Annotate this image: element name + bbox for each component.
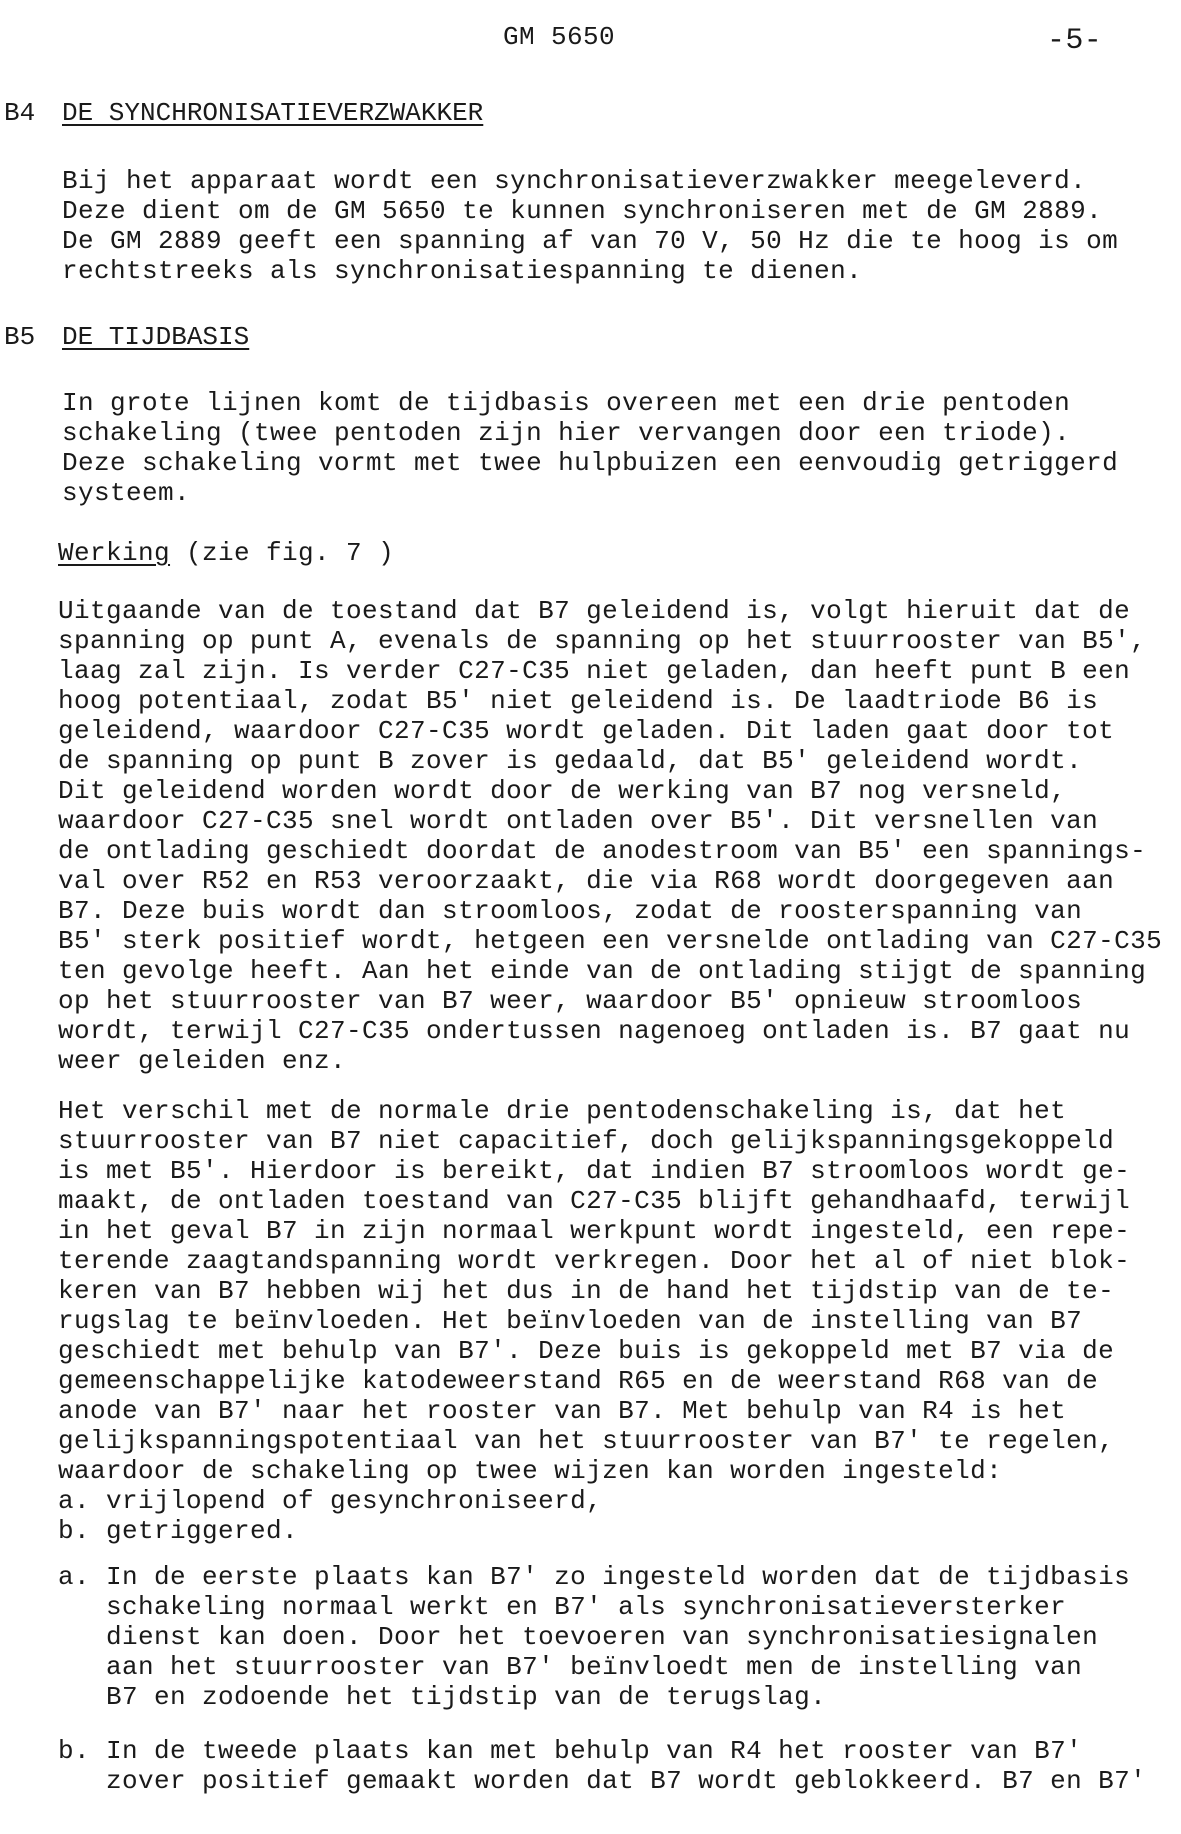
b4-line: Bij het apparaat wordt een synchronisatieverzwakker meegeleverd. xyxy=(62,166,1087,196)
section-b4-title: DE SYNCHRONISATIEVERZWAKKER xyxy=(62,98,484,128)
section-b5-number: B5 xyxy=(4,322,36,352)
item-a-line: B7 en zodoende het tijdstip van de terugslag. xyxy=(58,1682,827,1712)
item-b-line: zover positief gemaakt worden dat B7 wordt geblokkeerd. B7 en B7' xyxy=(58,1766,1147,1796)
paragraph-line: rugslag te beïnvloeden. Het beïnvloeden van de instelling van B7 xyxy=(58,1306,1083,1336)
paragraph-line: wordt, terwijl C27-C35 ondertussen nagenoeg ontladen is. B7 gaat nu xyxy=(58,1016,1131,1046)
b4-line: rechtstreeks als synchronisatiespanning te dienen. xyxy=(62,256,863,286)
werking-heading: Werking xyxy=(58,538,171,568)
paragraph-line: keren van B7 hebben wij het dus in de hand het tijdstip van de te- xyxy=(58,1276,1115,1306)
paragraph-line: stuurrooster van B7 niet capacitief, doch gelijkspanningsgekoppeld xyxy=(58,1126,1115,1156)
werking-heading-row xyxy=(58,538,394,568)
paragraph-line: gelijkspanningspotentiaal van het stuurrooster van B7' te regelen, xyxy=(58,1426,1115,1456)
paragraph-line: Het verschil met de normale drie pentodenschakeling is, dat het xyxy=(58,1096,1067,1126)
paragraph-line: in het geval B7 in zijn normaal werkpunt wordt ingesteld, een repe- xyxy=(58,1216,1131,1246)
paragraph-line: gemeenschappelijke katodeweerstand R65 en de weerstand R68 van de xyxy=(58,1366,1099,1396)
b4-line: Deze dient om de GM 5650 te kunnen synchroniseren met de GM 2889. xyxy=(62,196,1103,226)
b4-line: De GM 2889 geeft een spanning af van 70 V, 50 Hz die te hoog is om xyxy=(62,226,1119,256)
b5-intro-line: Deze schakeling vormt met twee hulpbuizen een eenvoudig getriggerd xyxy=(62,448,1119,478)
item-a-line: aan het stuurrooster van B7' beïnvloedt men de instelling van xyxy=(58,1652,1083,1682)
b5-intro-line: systeem. xyxy=(62,478,191,508)
section-b5-title: DE TIJDBASIS xyxy=(62,322,250,352)
paragraph-line: waardoor de schakeling op twee wijzen kan worden ingesteld: xyxy=(58,1456,1003,1486)
paragraph-line: maakt, de ontladen toestand van C27-C35 blijft gehandhaafd, terwijl xyxy=(58,1186,1131,1216)
paragraph-line: weer geleiden enz. xyxy=(58,1046,347,1076)
list-item: a. vrijlopend of gesynchroniseerd, xyxy=(58,1486,603,1516)
paragraph-line: val over R52 en R53 veroorzaakt, die via R68 wordt doorgegeven aan xyxy=(58,866,1115,896)
paragraph-line: op het stuurrooster van B7 weer, waardoor B5' opnieuw stroomloos xyxy=(58,986,1083,1016)
item-a-line: dienst kan doen. Door het toevoeren van synchronisatiesignalen xyxy=(58,1622,1099,1652)
b5-intro-line: schakeling (twee pentoden zijn hier vervangen door een triode). xyxy=(62,418,1071,448)
paragraph-line: terende zaagtandspanning wordt verkregen. Door het al of niet blok- xyxy=(58,1246,1131,1276)
werking-figure-ref: (zie fig. 7 ) xyxy=(170,538,395,568)
item-a-line: a. In de eerste plaats kan B7' zo ingesteld worden dat de tijdbasis xyxy=(58,1562,1131,1592)
paragraph-line: spanning op punt A, evenals de spanning op het stuurrooster van B5', xyxy=(58,626,1147,656)
paragraph-line: B7. Deze buis wordt dan stroomloos, zodat de roosterspanning van xyxy=(58,896,1083,926)
paragraph-line: de spanning op punt B zover is gedaald, dat B5' geleidend wordt. xyxy=(58,746,1083,776)
paragraph-line: waardoor C27-C35 snel wordt ontladen over B5'. Dit versnellen van xyxy=(58,806,1099,836)
section-b4-number: B4 xyxy=(4,98,36,128)
page-number: -5- xyxy=(1047,24,1103,58)
paragraph-line: B5' sterk positief wordt, hetgeen een versnelde ontlading van C27-C35 xyxy=(58,926,1163,956)
paragraph-line: laag zal zijn. Is verder C27-C35 niet geladen, dan heeft punt B een xyxy=(58,656,1131,686)
paragraph-line: ten gevolge heeft. Aan het einde van de ontlading stijgt de spanning xyxy=(58,956,1147,986)
paragraph-line: Uitgaande van de toestand dat B7 geleidend is, volgt hieruit dat de xyxy=(58,596,1131,626)
paragraph-line: de ontlading geschiedt doordat de anodestroom van B5' een spannings- xyxy=(58,836,1147,866)
list-item: b. getriggered. xyxy=(58,1516,299,1546)
paragraph-line: Dit geleidend worden wordt door de werking van B7 nog versneld, xyxy=(58,776,1067,806)
item-b-line: b. In de tweede plaats kan met behulp van R4 het rooster van B7' xyxy=(58,1736,1083,1766)
document-title: GM 5650 xyxy=(503,22,616,52)
b5-intro-line: In grote lijnen komt de tijdbasis overeen met een drie pentoden xyxy=(62,388,1071,418)
item-a-line: schakeling normaal werkt en B7' als synchronisatieversterker xyxy=(58,1592,1067,1622)
paragraph-line: is met B5'. Hierdoor is bereikt, dat indien B7 stroomloos wordt ge- xyxy=(58,1156,1131,1186)
paragraph-line: anode van B7' naar het rooster van B7. Met behulp van R4 is het xyxy=(58,1396,1067,1426)
paragraph-line: hoog potentiaal, zodat B5' niet geleidend is. De laadtriode B6 is xyxy=(58,686,1099,716)
paragraph-line: geleidend, waardoor C27-C35 wordt geladen. Dit laden gaat door tot xyxy=(58,716,1115,746)
paragraph-line: geschiedt met behulp van B7'. Deze buis is gekoppeld met B7 via de xyxy=(58,1336,1115,1366)
